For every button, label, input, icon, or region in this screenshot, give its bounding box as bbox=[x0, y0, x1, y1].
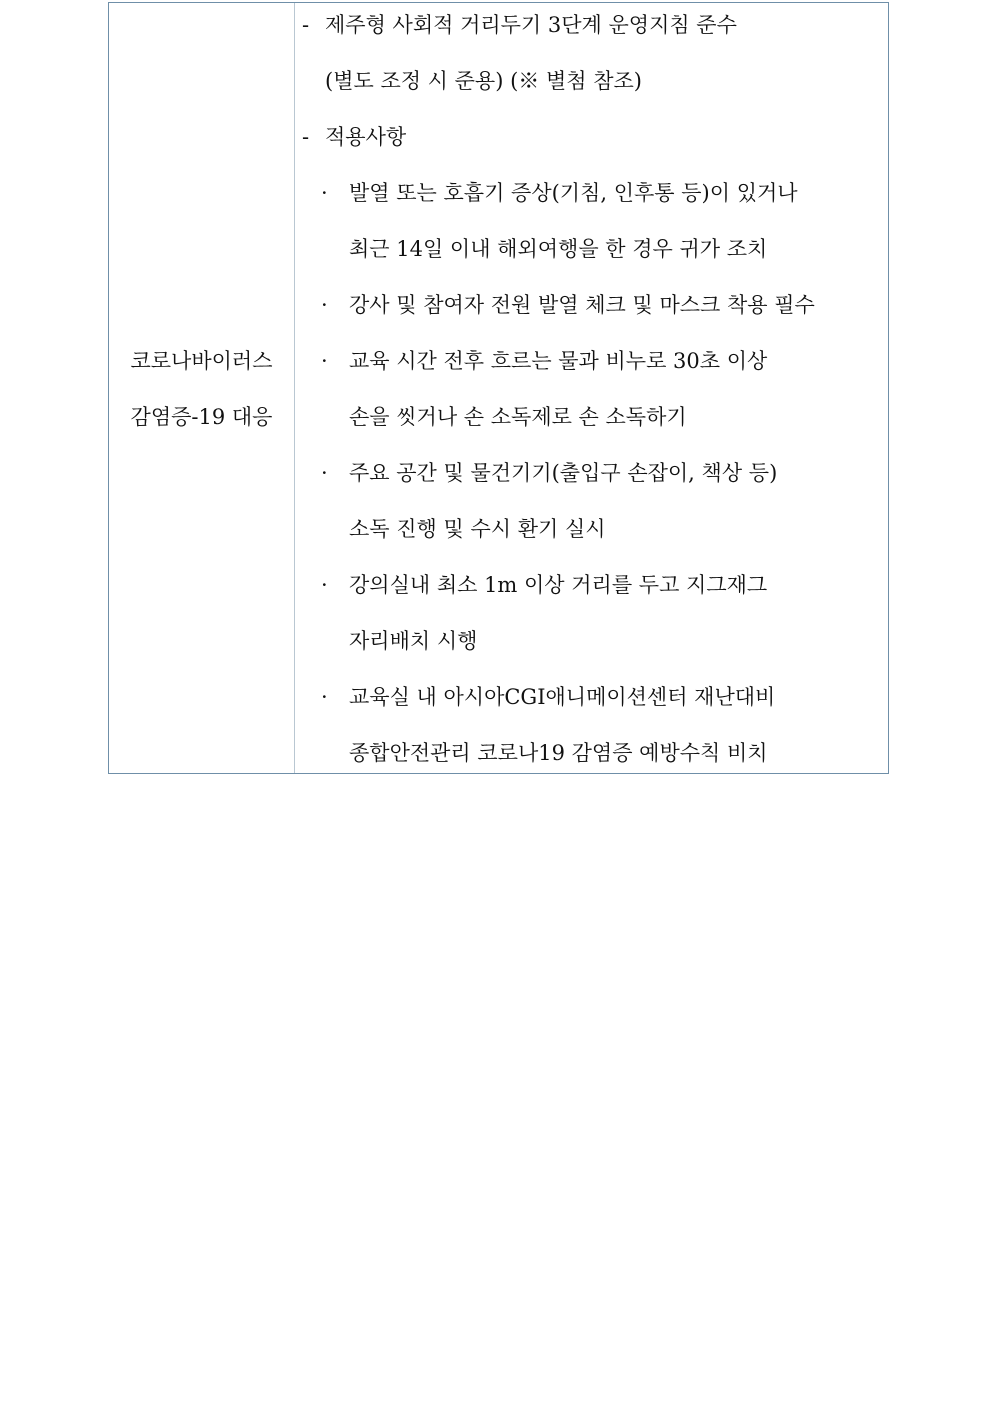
bullet6-line-1: 교육실 내 아시아CGI애니메이션센터 재난대비 bbox=[349, 685, 776, 709]
item1-line-2: (별도 조정 시 준용) (※ 별첨 참조) bbox=[325, 69, 642, 93]
dash-marker: - bbox=[302, 13, 310, 37]
bullet3-line-2: 손을 씻거나 손 소독제로 손 소독하기 bbox=[349, 405, 687, 429]
bullet-dot-icon: · bbox=[321, 461, 328, 485]
bullet5-line-2: 자리배치 시행 bbox=[349, 629, 478, 653]
item2-line-1: 적용사항 bbox=[325, 125, 407, 149]
bullet1-line-1: 발열 또는 호흡기 증상(기침, 인후통 등)이 있거나 bbox=[349, 181, 798, 205]
bullet-dot-icon: · bbox=[321, 573, 328, 597]
bullet4-line-2: 소독 진행 및 수시 환기 실시 bbox=[349, 517, 606, 541]
bullet5-line-1: 강의실내 최소 1m 이상 거리를 두고 지그재그 bbox=[349, 573, 768, 597]
bullet3-line-1: 교육 시간 전후 흐르는 물과 비누로 30초 이상 bbox=[349, 349, 768, 373]
column-divider bbox=[294, 3, 295, 773]
bullet1-line-2: 최근 14일 이내 해외여행을 한 경우 귀가 조치 bbox=[349, 237, 768, 261]
category-cell bbox=[109, 3, 294, 773]
bullet-dot-icon: · bbox=[321, 349, 328, 373]
bullet-dot-icon: · bbox=[321, 181, 328, 205]
covid-guideline-table bbox=[108, 2, 889, 774]
dash-marker: - bbox=[302, 125, 310, 149]
bullet2-line-1: 강사 및 참여자 전원 발열 체크 및 마스크 착용 필수 bbox=[349, 293, 815, 317]
category-label-line-2: 감염증-19 대응 bbox=[130, 405, 273, 429]
bullet4-line-1: 주요 공간 및 물건기기(출입구 손잡이, 책상 등) bbox=[349, 461, 778, 485]
item1-line-1: 제주형 사회적 거리두기 3단계 운영지침 준수 bbox=[325, 13, 737, 37]
category-label-line-1: 코로나바이러스 bbox=[130, 349, 273, 373]
bullet6-line-2: 종합안전관리 코로나19 감염증 예방수칙 비치 bbox=[349, 741, 768, 765]
bullet-dot-icon: · bbox=[321, 293, 328, 317]
bullet-dot-icon: · bbox=[321, 685, 328, 709]
